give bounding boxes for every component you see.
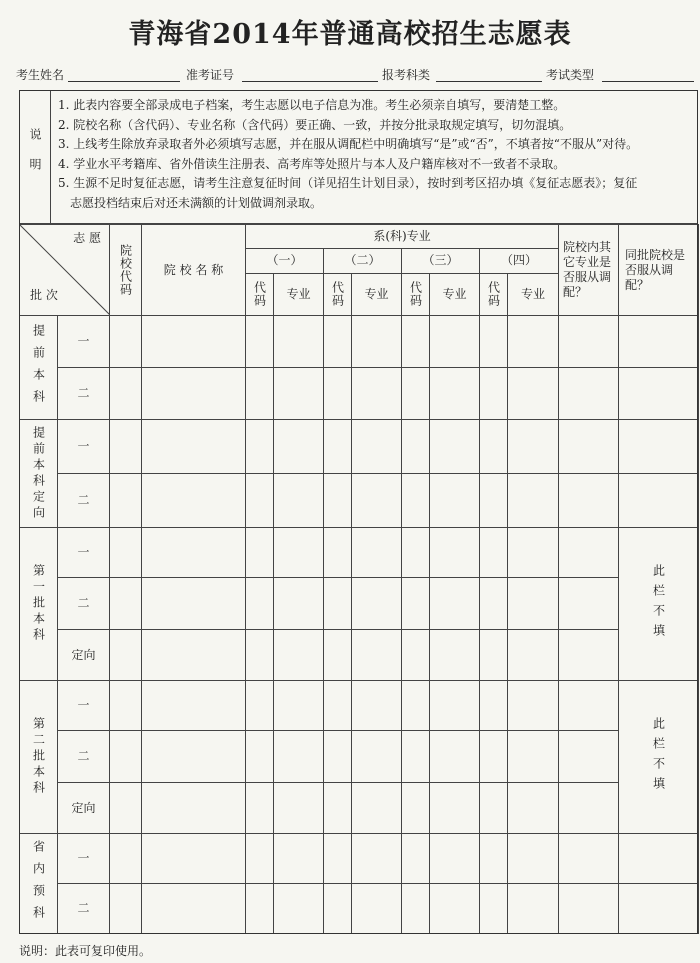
- entry-cell[interactable]: [324, 368, 352, 420]
- entry-cell[interactable]: [246, 834, 274, 884]
- entry-cell[interactable]: [246, 474, 274, 528]
- note-item: 2. 院校名称（含代码）、专业名称（含代码）要正确、一致，并按分批录取规定填写，切勿混填。: [58, 117, 572, 132]
- entry-cell[interactable]: [274, 884, 324, 934]
- diagonal-header-cell: [20, 225, 110, 316]
- entry-cell[interactable]: [352, 368, 402, 420]
- entry-cell[interactable]: [508, 681, 559, 731]
- entry-cell[interactable]: [559, 834, 619, 884]
- batch-name-cell: 省内预科: [20, 834, 58, 934]
- entry-cell[interactable]: [402, 368, 430, 420]
- batch-name-cell: 提前本科: [20, 316, 58, 420]
- entry-cell[interactable]: [430, 316, 480, 368]
- entry-cell[interactable]: [110, 528, 142, 578]
- table-row: [20, 474, 699, 528]
- entry-cell[interactable]: [246, 783, 274, 834]
- entry-cell[interactable]: [274, 420, 324, 474]
- school-name-input[interactable]: [142, 316, 246, 368]
- entry-cell[interactable]: [508, 783, 559, 834]
- code-header: 代码: [480, 273, 508, 315]
- entry-cell[interactable]: [324, 731, 352, 783]
- table-row: [20, 630, 699, 681]
- obey-same-cell[interactable]: [619, 474, 699, 528]
- group-header-1: （一）: [246, 249, 324, 273]
- diag-bottom-label: 批 次: [30, 288, 58, 302]
- entry-cell[interactable]: [559, 316, 619, 368]
- entry-cell[interactable]: [110, 316, 142, 368]
- entry-cell[interactable]: [402, 783, 430, 834]
- entry-cell[interactable]: [480, 731, 508, 783]
- group-header-4: （四）: [480, 249, 559, 273]
- name-field[interactable]: [68, 81, 180, 82]
- note-item: 1. 此表内容要全部录成电子档案，考生志愿以电子信息为准。考生必须亲自填写，要清楚工整。: [58, 98, 566, 112]
- entry-cell[interactable]: [430, 731, 480, 783]
- entry-cell[interactable]: [559, 884, 619, 934]
- major-header: 专业: [508, 273, 559, 315]
- choice-label-cell: 定向: [58, 783, 110, 834]
- entry-cell[interactable]: [480, 834, 508, 884]
- entry-cell[interactable]: [508, 731, 559, 783]
- entry-cell[interactable]: [559, 681, 619, 731]
- entry-cell[interactable]: [324, 681, 352, 731]
- entry-cell[interactable]: [402, 731, 430, 783]
- school-name-input[interactable]: [142, 884, 246, 934]
- footer-note: 说明：此表可复印使用。: [19, 944, 152, 958]
- choice-label-cell: 二: [58, 578, 110, 630]
- entry-cell[interactable]: [274, 834, 324, 884]
- entry-cell[interactable]: [274, 681, 324, 731]
- entry-cell[interactable]: [352, 474, 402, 528]
- choice-label-cell: 定向: [58, 630, 110, 681]
- entry-cell[interactable]: [352, 681, 402, 731]
- entry-cell[interactable]: [402, 528, 430, 578]
- entry-cell[interactable]: [430, 834, 480, 884]
- note-item: 4. 学业水平考籍库、省外借读生注册表、高考库等处照片与本人及户籍库核对不一致者不录取。: [58, 156, 566, 171]
- school-name-input[interactable]: [142, 834, 246, 884]
- school-name-input[interactable]: [142, 783, 246, 834]
- school-name-input[interactable]: [142, 420, 246, 474]
- entry-cell[interactable]: [324, 884, 352, 934]
- subject-label: 报考科类: [382, 68, 431, 82]
- note-item: 5. 生源不足时复征志愿，请考生注意复征时间（详见招生计划目录），按时到考区招办填《复征志愿表》；复征: [58, 176, 638, 190]
- entry-cell[interactable]: [430, 368, 480, 420]
- choice-label-cell: 一: [58, 681, 110, 731]
- major-header: 专业: [430, 273, 480, 315]
- entry-cell[interactable]: [110, 630, 142, 681]
- entry-cell[interactable]: [110, 474, 142, 528]
- entry-cell[interactable]: [110, 834, 142, 884]
- choice-label-cell: 二: [58, 368, 110, 420]
- entry-cell[interactable]: [324, 420, 352, 474]
- entry-cell[interactable]: [246, 630, 274, 681]
- entry-cell[interactable]: [274, 578, 324, 630]
- entry-cell[interactable]: [402, 578, 430, 630]
- entry-cell[interactable]: [352, 783, 402, 834]
- entry-cell[interactable]: [246, 681, 274, 731]
- entry-cell[interactable]: [508, 578, 559, 630]
- entry-cell[interactable]: [352, 630, 402, 681]
- entry-cell[interactable]: [110, 783, 142, 834]
- entry-cell[interactable]: [508, 474, 559, 528]
- batch-name-cell: 第一批本科: [20, 528, 58, 681]
- entry-cell[interactable]: [480, 316, 508, 368]
- code-header: 代码: [324, 273, 352, 315]
- diag-top-label: 志 愿: [73, 231, 101, 245]
- obey-other-header: 院校内其它专业是否服从调配？: [559, 225, 619, 316]
- entry-cell[interactable]: [480, 681, 508, 731]
- entry-cell[interactable]: [110, 731, 142, 783]
- notes-label: 说明: [28, 128, 42, 188]
- entry-cell[interactable]: [402, 681, 430, 731]
- not-fill-cell: 此栏不填: [619, 681, 699, 834]
- entry-cell[interactable]: [430, 578, 480, 630]
- choice-label-cell: 一: [58, 420, 110, 474]
- batch-name-cell: 第二批本科: [20, 681, 58, 834]
- dept-major-header: 系(科)专业: [246, 225, 559, 249]
- entry-cell[interactable]: [430, 528, 480, 578]
- entry-cell[interactable]: [508, 368, 559, 420]
- entry-cell[interactable]: [508, 630, 559, 681]
- entry-cell[interactable]: [274, 528, 324, 578]
- entry-cell[interactable]: [430, 783, 480, 834]
- entry-cell[interactable]: [324, 316, 352, 368]
- entry-cell[interactable]: [352, 420, 402, 474]
- entry-cell[interactable]: [430, 630, 480, 681]
- entry-cell[interactable]: [352, 528, 402, 578]
- entry-cell[interactable]: [559, 578, 619, 630]
- school-name-input[interactable]: [142, 578, 246, 630]
- entry-cell[interactable]: [274, 316, 324, 368]
- entry-cell[interactable]: [480, 420, 508, 474]
- entry-cell[interactable]: [559, 528, 619, 578]
- entry-cell[interactable]: [559, 368, 619, 420]
- entry-cell[interactable]: [480, 528, 508, 578]
- entry-cell[interactable]: [110, 884, 142, 934]
- notes-list: [58, 96, 698, 213]
- entry-cell[interactable]: [559, 474, 619, 528]
- table-row: [20, 731, 699, 783]
- obey-same-cell[interactable]: [619, 884, 699, 934]
- notes-divider: [50, 90, 51, 224]
- table-row: [20, 578, 699, 630]
- entry-cell[interactable]: [274, 783, 324, 834]
- page-title: 青海省2014年普通高校招生志愿表: [128, 19, 572, 50]
- entry-cell[interactable]: [324, 578, 352, 630]
- entry-cell[interactable]: [508, 884, 559, 934]
- major-header: 专业: [274, 273, 324, 315]
- exam-type-label: 考试类型: [546, 68, 595, 82]
- entry-cell[interactable]: [480, 783, 508, 834]
- school-name-input[interactable]: [142, 368, 246, 420]
- table-row: [20, 884, 699, 934]
- entry-cell[interactable]: [402, 834, 430, 884]
- school-name-input[interactable]: [142, 630, 246, 681]
- entry-cell[interactable]: [352, 731, 402, 783]
- entry-cell[interactable]: [402, 474, 430, 528]
- entry-cell[interactable]: [274, 630, 324, 681]
- school-name-input[interactable]: [142, 528, 246, 578]
- entry-cell[interactable]: [480, 630, 508, 681]
- entry-cell[interactable]: [352, 578, 402, 630]
- entry-cell[interactable]: [480, 474, 508, 528]
- entry-cell[interactable]: [402, 630, 430, 681]
- entry-cell[interactable]: [110, 681, 142, 731]
- not-fill-cell: 此栏不填: [619, 528, 699, 681]
- entry-cell[interactable]: [246, 731, 274, 783]
- entry-cell[interactable]: [430, 681, 480, 731]
- choice-label-cell: 一: [58, 834, 110, 884]
- entry-cell[interactable]: [274, 731, 324, 783]
- note-item: 3. 上线考生除放弃录取者外必须填写志愿，并在服从调配栏中明确填写“是”或“否”，不填者按“不服从”对待。: [58, 137, 639, 151]
- subject-field[interactable]: [436, 81, 542, 82]
- entry-cell[interactable]: [480, 578, 508, 630]
- entry-cell[interactable]: [110, 420, 142, 474]
- entry-cell[interactable]: [430, 420, 480, 474]
- entry-cell[interactable]: [508, 834, 559, 884]
- entry-cell[interactable]: [430, 884, 480, 934]
- school-name-header: 院 校 名 称: [142, 225, 246, 316]
- entry-cell[interactable]: [324, 783, 352, 834]
- entry-cell[interactable]: [324, 630, 352, 681]
- header-fields: [10, 66, 694, 86]
- table-row: [20, 834, 699, 884]
- note-item: 志愿投档结束后对还未满额的计划做调剂录取。: [70, 195, 323, 210]
- table-row: [20, 368, 699, 420]
- entry-cell[interactable]: [559, 420, 619, 474]
- group-header-3: （三）: [402, 249, 480, 273]
- entry-cell[interactable]: [246, 420, 274, 474]
- entry-cell[interactable]: [352, 834, 402, 884]
- school-code-header: 院校代码: [110, 225, 142, 316]
- table-row: [20, 420, 699, 474]
- school-name-input[interactable]: [142, 681, 246, 731]
- entry-cell[interactable]: [559, 783, 619, 834]
- entry-cell[interactable]: [559, 731, 619, 783]
- entry-cell[interactable]: [246, 316, 274, 368]
- entry-cell[interactable]: [274, 368, 324, 420]
- entry-cell[interactable]: [246, 578, 274, 630]
- obey-same-cell[interactable]: [619, 316, 699, 368]
- entry-cell[interactable]: [480, 884, 508, 934]
- group-header-2: （二）: [324, 249, 402, 273]
- code-header: 代码: [402, 273, 430, 315]
- obey-same-header: 同批院校是否服从调配？: [619, 225, 699, 316]
- choice-label-cell: 二: [58, 731, 110, 783]
- exam-no-field[interactable]: [242, 81, 378, 82]
- entry-cell[interactable]: [430, 474, 480, 528]
- entry-cell[interactable]: [324, 528, 352, 578]
- entry-cell[interactable]: [246, 368, 274, 420]
- entry-cell[interactable]: [324, 474, 352, 528]
- entry-cell[interactable]: [110, 578, 142, 630]
- application-table: [19, 224, 699, 934]
- entry-cell[interactable]: [402, 420, 430, 474]
- choice-label-cell: 一: [58, 528, 110, 578]
- entry-cell[interactable]: [480, 368, 508, 420]
- entry-cell[interactable]: [402, 316, 430, 368]
- obey-same-cell[interactable]: [619, 368, 699, 420]
- table-row: [20, 528, 699, 578]
- entry-cell[interactable]: [324, 834, 352, 884]
- table-row: [20, 783, 699, 834]
- entry-cell[interactable]: [246, 528, 274, 578]
- school-name-input[interactable]: [142, 474, 246, 528]
- choice-label-cell: 二: [58, 884, 110, 934]
- table-body: [20, 316, 699, 934]
- table-row: [20, 681, 699, 731]
- batch-name-cell: 提前本科定向: [20, 420, 58, 528]
- entry-cell[interactable]: [352, 316, 402, 368]
- code-header: 代码: [246, 273, 274, 315]
- major-header: 专业: [352, 273, 402, 315]
- entry-cell[interactable]: [508, 528, 559, 578]
- entry-cell[interactable]: [274, 474, 324, 528]
- name-label: 考生姓名: [16, 68, 65, 82]
- table-row: [20, 316, 699, 368]
- choice-label-cell: 二: [58, 474, 110, 528]
- entry-cell[interactable]: [559, 630, 619, 681]
- school-name-input[interactable]: [142, 731, 246, 783]
- entry-cell[interactable]: [352, 884, 402, 934]
- exam-type-field[interactable]: [602, 81, 694, 82]
- obey-same-cell[interactable]: [619, 420, 699, 474]
- obey-same-cell[interactable]: [619, 834, 699, 884]
- entry-cell[interactable]: [508, 420, 559, 474]
- entry-cell[interactable]: [402, 884, 430, 934]
- choice-label-cell: 一: [58, 316, 110, 368]
- entry-cell[interactable]: [110, 368, 142, 420]
- exam-no-label: 准考证号: [186, 68, 235, 82]
- entry-cell[interactable]: [246, 884, 274, 934]
- entry-cell[interactable]: [508, 316, 559, 368]
